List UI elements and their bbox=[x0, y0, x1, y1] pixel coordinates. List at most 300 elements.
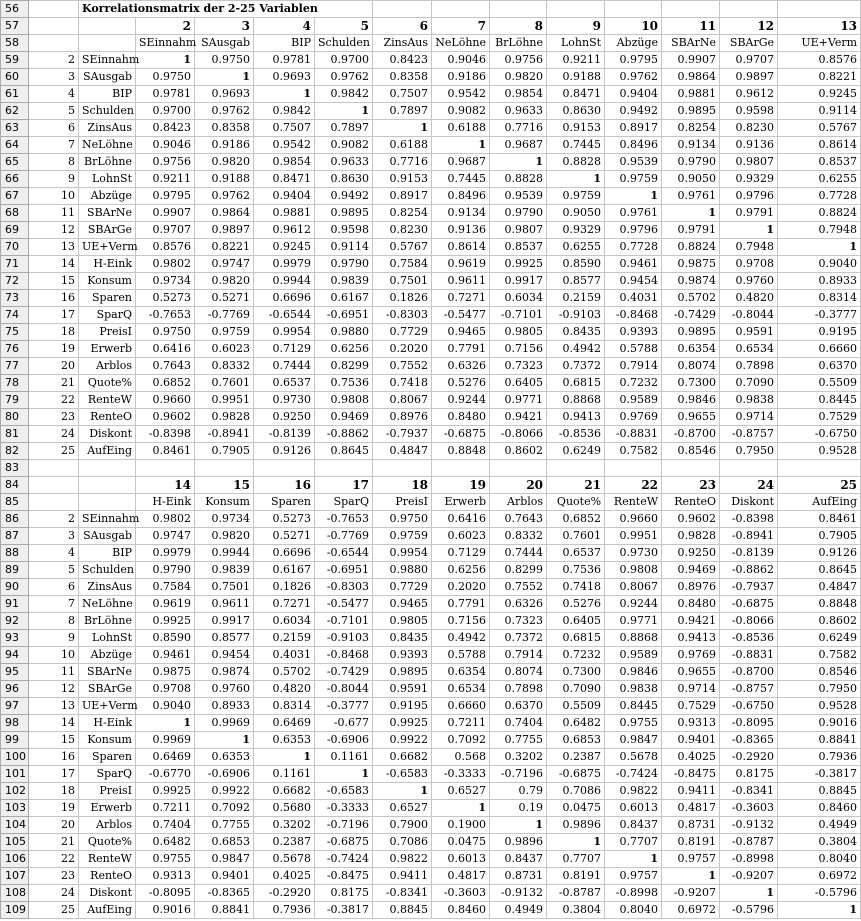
correlation-value[interactable]: 0.9633 bbox=[490, 103, 547, 120]
correlation-value[interactable]: 0.9925 bbox=[373, 715, 432, 732]
cell[interactable] bbox=[136, 460, 195, 477]
column-number[interactable]: 15 bbox=[195, 477, 254, 494]
variable-index[interactable]: 9 bbox=[29, 171, 79, 188]
correlation-value[interactable]: 0.8230 bbox=[720, 120, 778, 137]
correlation-value[interactable]: 0.9805 bbox=[373, 613, 432, 630]
correlation-value[interactable]: 0.9756 bbox=[490, 52, 547, 69]
correlation-value[interactable]: 0.8460 bbox=[432, 902, 490, 919]
correlation-value[interactable]: 0.9329 bbox=[547, 222, 605, 239]
row-header[interactable]: 80 bbox=[1, 409, 29, 426]
cell[interactable] bbox=[29, 460, 79, 477]
correlation-value[interactable]: 0.7300 bbox=[662, 375, 720, 392]
correlation-value[interactable]: 0.1900 bbox=[432, 817, 490, 834]
correlation-value[interactable]: 0.6852 bbox=[136, 375, 195, 392]
correlation-value[interactable]: 0.9954 bbox=[254, 324, 315, 341]
correlation-value[interactable]: -0.7196 bbox=[315, 817, 373, 834]
column-number[interactable]: 19 bbox=[432, 477, 490, 494]
correlation-value[interactable]: -0.6544 bbox=[315, 545, 373, 562]
correlation-value[interactable]: 0.5788 bbox=[432, 647, 490, 664]
correlation-value[interactable]: 0.9591 bbox=[373, 681, 432, 698]
correlation-value[interactable]: 0.9796 bbox=[605, 222, 662, 239]
correlation-value[interactable]: 0.4820 bbox=[720, 290, 778, 307]
correlation-value[interactable]: 0.9807 bbox=[720, 154, 778, 171]
correlation-value[interactable]: 0.9925 bbox=[136, 613, 195, 630]
variable-name[interactable]: Schulden bbox=[79, 103, 136, 120]
correlation-value[interactable]: 0.8314 bbox=[778, 290, 861, 307]
correlation-value[interactable]: 0.5702 bbox=[662, 290, 720, 307]
correlation-value[interactable]: 0.6370 bbox=[490, 698, 547, 715]
correlation-value[interactable]: 0.8645 bbox=[315, 443, 373, 460]
correlation-value[interactable]: 0.6353 bbox=[195, 749, 254, 766]
correlation-value[interactable]: 0.9747 bbox=[136, 528, 195, 545]
correlation-value[interactable]: 0.1826 bbox=[254, 579, 315, 596]
correlation-value[interactable]: 0.9404 bbox=[254, 188, 315, 205]
correlation-value[interactable]: 0.8435 bbox=[373, 630, 432, 647]
correlation-value[interactable]: -0.7101 bbox=[490, 307, 547, 324]
correlation-value[interactable]: 0.9750 bbox=[136, 69, 195, 86]
correlation-value[interactable]: 0.9875 bbox=[662, 256, 720, 273]
correlation-value[interactable]: 0.9404 bbox=[605, 86, 662, 103]
correlation-value[interactable]: 0.8602 bbox=[778, 613, 861, 630]
correlation-value[interactable]: 0.7445 bbox=[547, 137, 605, 154]
correlation-value[interactable]: 0.9734 bbox=[195, 511, 254, 528]
correlation-value[interactable]: 0.9046 bbox=[136, 137, 195, 154]
correlation-value[interactable]: -0.7653 bbox=[136, 307, 195, 324]
correlation-value[interactable]: -0.8475 bbox=[662, 766, 720, 783]
column-number[interactable]: 22 bbox=[605, 477, 662, 494]
correlation-value[interactable]: 0.9771 bbox=[605, 613, 662, 630]
variable-name[interactable]: SAusgab bbox=[79, 69, 136, 86]
column-number[interactable]: 4 bbox=[254, 18, 315, 35]
variable-name[interactable]: RenteW bbox=[79, 851, 136, 868]
correlation-value[interactable]: -0.9103 bbox=[315, 630, 373, 647]
correlation-value[interactable]: 0.8314 bbox=[254, 698, 315, 715]
correlation-value[interactable]: -0.5477 bbox=[315, 596, 373, 613]
correlation-value[interactable]: 0.19 bbox=[490, 800, 547, 817]
variable-name[interactable]: PreisI bbox=[79, 783, 136, 800]
correlation-value[interactable]: -0.6875 bbox=[315, 834, 373, 851]
correlation-value[interactable]: 0.9881 bbox=[254, 205, 315, 222]
correlation-value[interactable]: 0.7529 bbox=[778, 409, 861, 426]
correlation-value[interactable]: -0.8066 bbox=[720, 613, 778, 630]
correlation-value[interactable]: 1 bbox=[432, 800, 490, 817]
correlation-value[interactable]: 0.9880 bbox=[315, 324, 373, 341]
correlation-value[interactable]: 0.4942 bbox=[547, 341, 605, 358]
correlation-value[interactable]: -0.9132 bbox=[720, 817, 778, 834]
correlation-value[interactable]: 0.9461 bbox=[605, 256, 662, 273]
cell[interactable] bbox=[29, 494, 79, 511]
correlation-value[interactable]: -0.7424 bbox=[315, 851, 373, 868]
correlation-value[interactable]: 0.6354 bbox=[432, 664, 490, 681]
correlation-value[interactable]: 0.4847 bbox=[373, 443, 432, 460]
correlation-value[interactable]: 0.7404 bbox=[136, 817, 195, 834]
correlation-value[interactable]: 0.6013 bbox=[605, 800, 662, 817]
correlation-value[interactable]: 0.8358 bbox=[195, 120, 254, 137]
correlation-value[interactable]: 0.9769 bbox=[605, 409, 662, 426]
correlation-value[interactable]: 0.9750 bbox=[195, 52, 254, 69]
correlation-value[interactable]: 0.8480 bbox=[662, 596, 720, 613]
column-name[interactable]: Diskont bbox=[720, 494, 778, 511]
column-name[interactable]: LohnSt bbox=[547, 35, 605, 52]
correlation-value[interactable]: 0.9771 bbox=[490, 392, 547, 409]
correlation-value[interactable]: 1 bbox=[605, 851, 662, 868]
correlation-value[interactable]: 0.9769 bbox=[662, 647, 720, 664]
correlation-value[interactable]: 0.7536 bbox=[547, 562, 605, 579]
correlation-value[interactable]: 0.9820 bbox=[195, 528, 254, 545]
correlation-value[interactable]: 0.9411 bbox=[373, 868, 432, 885]
correlation-value[interactable]: -0.7769 bbox=[315, 528, 373, 545]
correlation-value[interactable]: 1 bbox=[662, 868, 720, 885]
row-header[interactable]: 70 bbox=[1, 239, 29, 256]
correlation-value[interactable]: 0.9687 bbox=[490, 137, 547, 154]
correlation-value[interactable]: 0.9808 bbox=[315, 392, 373, 409]
correlation-value[interactable]: 0.7404 bbox=[490, 715, 547, 732]
correlation-value[interactable]: 0.8848 bbox=[778, 596, 861, 613]
correlation-value[interactable]: 0.9250 bbox=[254, 409, 315, 426]
correlation-value[interactable]: 0.9896 bbox=[547, 817, 605, 834]
variable-name[interactable]: LohnSt bbox=[79, 630, 136, 647]
correlation-value[interactable]: 0.9761 bbox=[662, 188, 720, 205]
variable-index[interactable]: 10 bbox=[29, 647, 79, 664]
correlation-value[interactable]: 0.6416 bbox=[136, 341, 195, 358]
variable-index[interactable]: 13 bbox=[29, 239, 79, 256]
row-header[interactable]: 85 bbox=[1, 494, 29, 511]
correlation-value[interactable]: 0.9895 bbox=[662, 324, 720, 341]
correlation-value[interactable]: 0.7232 bbox=[605, 375, 662, 392]
variable-index[interactable]: 9 bbox=[29, 630, 79, 647]
row-header[interactable]: 68 bbox=[1, 205, 29, 222]
variable-index[interactable]: 11 bbox=[29, 664, 79, 681]
correlation-value[interactable]: -0.9103 bbox=[547, 307, 605, 324]
column-name[interactable]: Quote% bbox=[547, 494, 605, 511]
correlation-value[interactable]: -0.6906 bbox=[195, 766, 254, 783]
correlation-value[interactable]: 0.8645 bbox=[778, 562, 861, 579]
correlation-value[interactable]: 0.8460 bbox=[778, 800, 861, 817]
correlation-value[interactable]: 0.8175 bbox=[315, 885, 373, 902]
correlation-value[interactable]: 0.9759 bbox=[547, 188, 605, 205]
correlation-value[interactable]: -0.8700 bbox=[720, 664, 778, 681]
variable-index[interactable]: 12 bbox=[29, 681, 79, 698]
cell[interactable] bbox=[29, 35, 79, 52]
correlation-value[interactable]: 0.9492 bbox=[605, 103, 662, 120]
correlation-value[interactable]: 1 bbox=[720, 885, 778, 902]
column-name[interactable]: Erwerb bbox=[432, 494, 490, 511]
correlation-value[interactable]: 0.9126 bbox=[778, 545, 861, 562]
correlation-value[interactable]: -0.7769 bbox=[195, 307, 254, 324]
correlation-value[interactable]: 0.9875 bbox=[136, 664, 195, 681]
row-header[interactable]: 62 bbox=[1, 103, 29, 120]
variable-name[interactable]: SBArGe bbox=[79, 681, 136, 698]
correlation-value[interactable]: 0.9760 bbox=[195, 681, 254, 698]
row-header[interactable]: 108 bbox=[1, 885, 29, 902]
row-header[interactable]: 82 bbox=[1, 443, 29, 460]
correlation-value[interactable]: 0.9808 bbox=[605, 562, 662, 579]
correlation-value[interactable]: 0.9188 bbox=[547, 69, 605, 86]
correlation-value[interactable]: 0.9807 bbox=[490, 222, 547, 239]
correlation-value[interactable]: 0.9760 bbox=[720, 273, 778, 290]
row-header[interactable]: 105 bbox=[1, 834, 29, 851]
correlation-value[interactable]: 0.8445 bbox=[605, 698, 662, 715]
correlation-value[interactable]: 0.9838 bbox=[720, 392, 778, 409]
variable-index[interactable]: 25 bbox=[29, 902, 79, 919]
correlation-value[interactable]: -0.8095 bbox=[136, 885, 195, 902]
cell[interactable] bbox=[662, 460, 720, 477]
correlation-value[interactable]: 0.8435 bbox=[547, 324, 605, 341]
correlation-value[interactable]: 0.6660 bbox=[432, 698, 490, 715]
correlation-value[interactable]: 0.6255 bbox=[547, 239, 605, 256]
correlation-value[interactable]: 0.6534 bbox=[720, 341, 778, 358]
correlation-value[interactable]: 0.9917 bbox=[195, 613, 254, 630]
correlation-value[interactable]: 0.7507 bbox=[254, 120, 315, 137]
correlation-value[interactable]: 0.9611 bbox=[432, 273, 490, 290]
correlation-value[interactable]: -0.7101 bbox=[315, 613, 373, 630]
correlation-value[interactable]: 0.8576 bbox=[778, 52, 861, 69]
correlation-value[interactable]: 0.8221 bbox=[778, 69, 861, 86]
correlation-value[interactable]: 0.6370 bbox=[778, 358, 861, 375]
correlation-value[interactable]: 0.5767 bbox=[778, 120, 861, 137]
correlation-value[interactable]: -0.8139 bbox=[720, 545, 778, 562]
correlation-value[interactable]: 0.9016 bbox=[136, 902, 195, 919]
correlation-value[interactable]: 0.9492 bbox=[315, 188, 373, 205]
correlation-value[interactable]: 0.8868 bbox=[547, 392, 605, 409]
correlation-value[interactable]: -0.8998 bbox=[720, 851, 778, 868]
correlation-value[interactable]: 0.9750 bbox=[373, 511, 432, 528]
correlation-value[interactable]: 0.7418 bbox=[373, 375, 432, 392]
correlation-value[interactable]: 0.8576 bbox=[136, 239, 195, 256]
correlation-value[interactable]: 0.9822 bbox=[373, 851, 432, 868]
cell[interactable] bbox=[29, 1, 79, 18]
variable-index[interactable]: 2 bbox=[29, 511, 79, 528]
variable-name[interactable]: SEinnahm bbox=[79, 511, 136, 528]
row-header[interactable]: 102 bbox=[1, 783, 29, 800]
variable-name[interactable]: AufEing bbox=[79, 902, 136, 919]
cell[interactable] bbox=[79, 460, 136, 477]
correlation-value[interactable]: 0.7905 bbox=[195, 443, 254, 460]
correlation-value[interactable]: 0.7948 bbox=[720, 239, 778, 256]
correlation-value[interactable]: 0.9714 bbox=[720, 409, 778, 426]
variable-name[interactable]: BIP bbox=[79, 545, 136, 562]
correlation-value[interactable]: 0.7898 bbox=[720, 358, 778, 375]
cell[interactable] bbox=[29, 18, 79, 35]
variable-index[interactable]: 7 bbox=[29, 596, 79, 613]
correlation-value[interactable]: 0.7090 bbox=[547, 681, 605, 698]
correlation-value[interactable]: -0.3603 bbox=[720, 800, 778, 817]
correlation-value[interactable]: 0.3202 bbox=[254, 817, 315, 834]
correlation-value[interactable]: -0.8066 bbox=[490, 426, 547, 443]
column-name[interactable]: BrLöhne bbox=[490, 35, 547, 52]
variable-index[interactable]: 18 bbox=[29, 324, 79, 341]
correlation-value[interactable]: 0.9153 bbox=[373, 171, 432, 188]
column-name[interactable]: SBArNe bbox=[662, 35, 720, 52]
row-header[interactable]: 109 bbox=[1, 902, 29, 919]
correlation-value[interactable]: -0.8536 bbox=[547, 426, 605, 443]
correlation-value[interactable]: 0.9790 bbox=[490, 205, 547, 222]
correlation-value[interactable]: 0.7791 bbox=[432, 341, 490, 358]
correlation-value[interactable]: -0.6750 bbox=[720, 698, 778, 715]
correlation-value[interactable]: 0.9195 bbox=[373, 698, 432, 715]
correlation-value[interactable]: 0.2159 bbox=[254, 630, 315, 647]
correlation-value[interactable]: 0.9708 bbox=[136, 681, 195, 698]
cell[interactable] bbox=[778, 460, 861, 477]
correlation-value[interactable]: -0.8757 bbox=[720, 426, 778, 443]
column-name[interactable]: Konsum bbox=[195, 494, 254, 511]
variable-index[interactable]: 10 bbox=[29, 188, 79, 205]
correlation-value[interactable]: -0.8468 bbox=[605, 307, 662, 324]
correlation-value[interactable]: 0.7936 bbox=[778, 749, 861, 766]
variable-index[interactable]: 18 bbox=[29, 783, 79, 800]
variable-index[interactable]: 15 bbox=[29, 273, 79, 290]
correlation-value[interactable]: 0.9245 bbox=[254, 239, 315, 256]
correlation-value[interactable]: 0.6034 bbox=[254, 613, 315, 630]
correlation-value[interactable]: 0.8976 bbox=[662, 579, 720, 596]
correlation-value[interactable]: 0.4031 bbox=[605, 290, 662, 307]
correlation-value[interactable]: -0.8787 bbox=[720, 834, 778, 851]
correlation-value[interactable]: 0.9114 bbox=[778, 103, 861, 120]
row-header[interactable]: 57 bbox=[1, 18, 29, 35]
correlation-value[interactable]: 0.9542 bbox=[432, 86, 490, 103]
correlation-value[interactable]: 0.6696 bbox=[254, 290, 315, 307]
variable-name[interactable]: ZinsAus bbox=[79, 579, 136, 596]
correlation-value[interactable]: 0.5509 bbox=[778, 375, 861, 392]
variable-name[interactable]: BIP bbox=[79, 86, 136, 103]
column-number[interactable]: 24 bbox=[720, 477, 778, 494]
correlation-value[interactable]: 0.5276 bbox=[432, 375, 490, 392]
correlation-value[interactable]: 0.9411 bbox=[662, 783, 720, 800]
correlation-value[interactable]: -0.8303 bbox=[373, 307, 432, 324]
correlation-value[interactable]: -0.7937 bbox=[720, 579, 778, 596]
correlation-value[interactable]: 0.9828 bbox=[195, 409, 254, 426]
cell[interactable] bbox=[254, 460, 315, 477]
variable-name[interactable]: SAusgab bbox=[79, 528, 136, 545]
column-number[interactable]: 11 bbox=[662, 18, 720, 35]
correlation-value[interactable]: 0.6023 bbox=[195, 341, 254, 358]
correlation-value[interactable]: -0.6583 bbox=[373, 766, 432, 783]
correlation-value[interactable]: 0.9755 bbox=[136, 851, 195, 868]
column-name[interactable]: PreisI bbox=[373, 494, 432, 511]
correlation-value[interactable]: 0.9589 bbox=[605, 392, 662, 409]
correlation-value[interactable]: 0.9250 bbox=[662, 545, 720, 562]
correlation-value[interactable]: 0.7552 bbox=[490, 579, 547, 596]
correlation-value[interactable]: 0.9820 bbox=[195, 273, 254, 290]
correlation-value[interactable]: 0.7211 bbox=[432, 715, 490, 732]
correlation-value[interactable]: 0.9708 bbox=[720, 256, 778, 273]
correlation-value[interactable]: 0.9612 bbox=[254, 222, 315, 239]
variable-name[interactable]: PreisI bbox=[79, 324, 136, 341]
correlation-value[interactable]: 0.8602 bbox=[490, 443, 547, 460]
correlation-value[interactable]: 0.9245 bbox=[778, 86, 861, 103]
correlation-value[interactable]: 0.7728 bbox=[605, 239, 662, 256]
cell[interactable] bbox=[662, 1, 720, 18]
correlation-value[interactable]: 0.8731 bbox=[662, 817, 720, 834]
correlation-value[interactable]: 0.6249 bbox=[547, 443, 605, 460]
correlation-value[interactable]: 0.7950 bbox=[720, 443, 778, 460]
correlation-value[interactable]: 0.4817 bbox=[432, 868, 490, 885]
correlation-value[interactable]: 0.9619 bbox=[136, 596, 195, 613]
correlation-value[interactable]: 0.9313 bbox=[136, 868, 195, 885]
correlation-value[interactable]: 0.4949 bbox=[778, 817, 861, 834]
row-header[interactable]: 67 bbox=[1, 188, 29, 205]
column-number[interactable]: 25 bbox=[778, 477, 861, 494]
correlation-value[interactable]: 0.9401 bbox=[195, 868, 254, 885]
variable-name[interactable]: H-Eink bbox=[79, 256, 136, 273]
correlation-value[interactable]: 0.9820 bbox=[490, 69, 547, 86]
variable-index[interactable]: 16 bbox=[29, 749, 79, 766]
correlation-value[interactable]: 0.9700 bbox=[315, 52, 373, 69]
correlation-value[interactable]: 0.5271 bbox=[254, 528, 315, 545]
correlation-value[interactable]: 0.9951 bbox=[195, 392, 254, 409]
column-number[interactable]: 14 bbox=[136, 477, 195, 494]
correlation-value[interactable]: 0.9454 bbox=[605, 273, 662, 290]
correlation-value[interactable]: 0.7090 bbox=[720, 375, 778, 392]
correlation-value[interactable]: 0.9895 bbox=[315, 205, 373, 222]
correlation-value[interactable]: 0.8254 bbox=[373, 205, 432, 222]
correlation-value[interactable]: 0.9747 bbox=[195, 256, 254, 273]
correlation-value[interactable]: 0.9762 bbox=[315, 69, 373, 86]
correlation-value[interactable]: 0.9465 bbox=[432, 324, 490, 341]
correlation-value[interactable]: 0.9050 bbox=[662, 171, 720, 188]
correlation-value[interactable]: 0.8590 bbox=[136, 630, 195, 647]
correlation-value[interactable]: 0.7271 bbox=[254, 596, 315, 613]
correlation-value[interactable]: 0.9598 bbox=[720, 103, 778, 120]
correlation-value[interactable]: 0.9469 bbox=[662, 562, 720, 579]
correlation-value[interactable]: 0.6537 bbox=[547, 545, 605, 562]
row-header[interactable]: 89 bbox=[1, 562, 29, 579]
correlation-value[interactable]: -0.8365 bbox=[720, 732, 778, 749]
correlation-value[interactable]: 0.4031 bbox=[254, 647, 315, 664]
correlation-value[interactable]: 0.9805 bbox=[490, 324, 547, 341]
correlation-value[interactable]: 0.9846 bbox=[605, 664, 662, 681]
cell[interactable] bbox=[79, 18, 136, 35]
correlation-value[interactable]: 0.9539 bbox=[605, 154, 662, 171]
row-header[interactable]: 93 bbox=[1, 630, 29, 647]
cell[interactable] bbox=[490, 1, 547, 18]
correlation-value[interactable]: 0.9454 bbox=[195, 647, 254, 664]
column-number[interactable]: 23 bbox=[662, 477, 720, 494]
correlation-value[interactable]: 0.9186 bbox=[432, 69, 490, 86]
correlation-value[interactable]: -0.7429 bbox=[315, 664, 373, 681]
row-header[interactable]: 69 bbox=[1, 222, 29, 239]
correlation-value[interactable]: 0.7897 bbox=[373, 103, 432, 120]
variable-name[interactable]: SparQ bbox=[79, 766, 136, 783]
correlation-value[interactable]: -0.6951 bbox=[315, 307, 373, 324]
correlation-value[interactable]: 0.6853 bbox=[195, 834, 254, 851]
correlation-value[interactable]: 0.2159 bbox=[547, 290, 605, 307]
row-header[interactable]: 76 bbox=[1, 341, 29, 358]
correlation-value[interactable]: 1 bbox=[195, 732, 254, 749]
correlation-value[interactable]: -0.8365 bbox=[195, 885, 254, 902]
correlation-value[interactable]: 0.8537 bbox=[490, 239, 547, 256]
correlation-value[interactable]: 0.6660 bbox=[778, 341, 861, 358]
row-header[interactable]: 100 bbox=[1, 749, 29, 766]
correlation-value[interactable]: 0.7507 bbox=[373, 86, 432, 103]
correlation-value[interactable]: 0.5273 bbox=[136, 290, 195, 307]
correlation-value[interactable]: 0.6167 bbox=[254, 562, 315, 579]
correlation-value[interactable]: 0.9195 bbox=[778, 324, 861, 341]
cell[interactable] bbox=[315, 460, 373, 477]
correlation-value[interactable]: 0.8480 bbox=[432, 409, 490, 426]
correlation-value[interactable]: 0.2020 bbox=[432, 579, 490, 596]
correlation-value[interactable]: 0.6416 bbox=[432, 511, 490, 528]
column-number[interactable]: 10 bbox=[605, 18, 662, 35]
correlation-value[interactable]: 0.9660 bbox=[136, 392, 195, 409]
correlation-value[interactable]: 0.9979 bbox=[136, 545, 195, 562]
correlation-value[interactable]: 0.79 bbox=[490, 783, 547, 800]
correlation-value[interactable]: 0.8461 bbox=[136, 443, 195, 460]
correlation-value[interactable]: 0.8546 bbox=[662, 443, 720, 460]
correlation-value[interactable]: 0.2387 bbox=[547, 749, 605, 766]
correlation-value[interactable]: 0.6527 bbox=[432, 783, 490, 800]
correlation-value[interactable]: 0.7092 bbox=[195, 800, 254, 817]
